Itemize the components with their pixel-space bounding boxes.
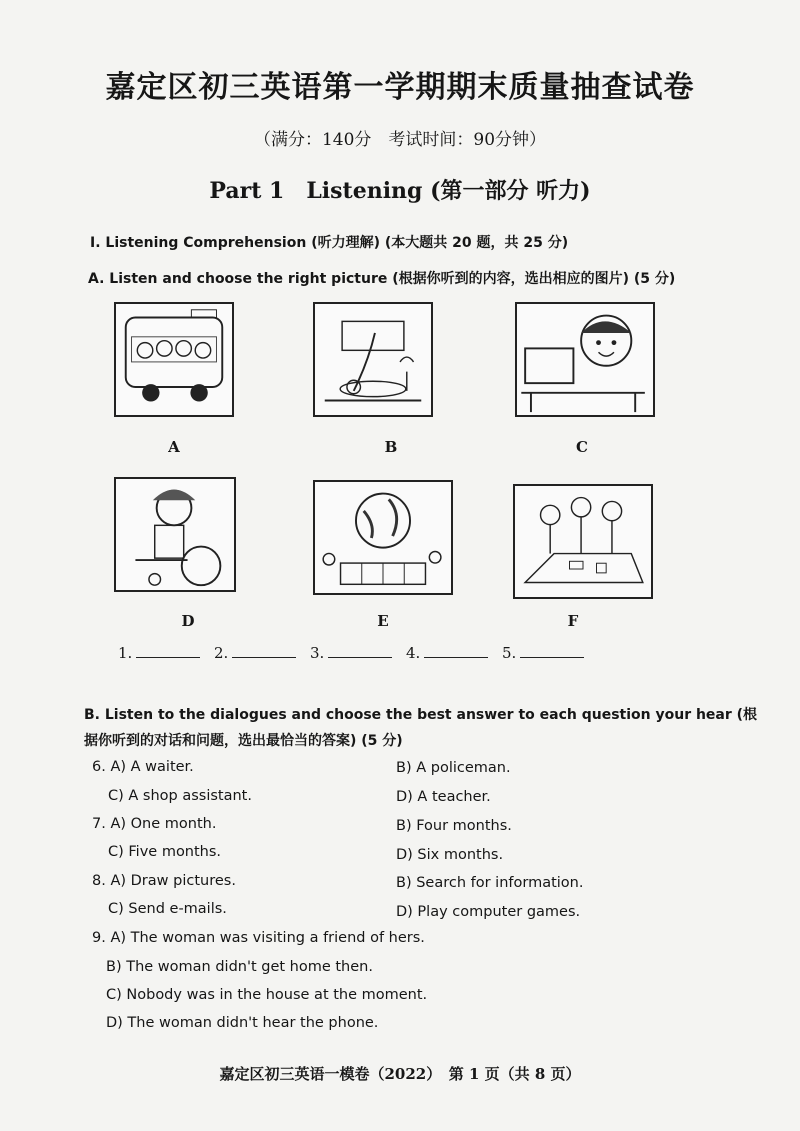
blank-5[interactable]: 5. bbox=[502, 643, 598, 662]
question-8-option-d: D) Play computer games. bbox=[396, 904, 581, 920]
picture-label-b: B bbox=[384, 438, 398, 456]
question-9-option-d: D) The woman didn't hear the phone. bbox=[106, 1015, 379, 1031]
question-6-option-b: B) A policeman. bbox=[396, 760, 511, 776]
blank-2[interactable]: 2. bbox=[214, 643, 310, 662]
blank-4[interactable]: 4. bbox=[406, 643, 502, 662]
question-7-option-b: B) Four months. bbox=[396, 818, 512, 834]
question-8-option-a: 8. A) Draw pictures. bbox=[92, 873, 236, 889]
question-7-option-c: C) Five months. bbox=[108, 844, 222, 860]
question-9-option-b: B) The woman didn't get home then. bbox=[106, 959, 373, 975]
question-7-option-d: D) Six months. bbox=[396, 847, 504, 863]
question-6-option-c: C) A shop assistant. bbox=[108, 788, 252, 804]
question-8-option-c: C) Send e-mails. bbox=[108, 901, 227, 917]
subsection-b-title: B. Listen to the dialogues and choose the best answer to each question your hear (根据你听到的对话和问题，选出最恰当的答案) (5 分) bbox=[84, 707, 758, 749]
exam-title: 嘉定区初三英语第一学期期末质量抽查试卷 bbox=[105, 70, 695, 105]
subsection-a-title: A. Listen and choose the right picture (根据你听到的内容，选出相应的图片) (5 分) bbox=[88, 271, 676, 287]
boy-computer-icon bbox=[515, 302, 655, 417]
picture-label-a: A bbox=[168, 438, 180, 456]
blank-1[interactable]: 1. bbox=[118, 643, 214, 662]
blank-3[interactable]: 3. bbox=[310, 643, 406, 662]
part-title: Part 1 Listening (第一部分 听力) bbox=[209, 178, 591, 204]
question-6-option-d: D) A teacher. bbox=[396, 789, 491, 805]
picture-label-f: F bbox=[567, 612, 579, 630]
wheelchair-icon bbox=[114, 477, 236, 592]
picture-label-e: E bbox=[377, 612, 389, 630]
section-title: I. Listening Comprehension (听力理解) (本大题共 20 题，共 25 分) bbox=[90, 235, 569, 251]
picnic-icon bbox=[513, 484, 653, 599]
question-7-option-a: 7. A) One month. bbox=[92, 816, 217, 832]
picture-label-c: C bbox=[576, 438, 588, 456]
exam-subtitle: （满分：140分 考试时间：90分钟） bbox=[253, 130, 547, 150]
school-bus-icon bbox=[114, 302, 234, 417]
yoga-pose-icon bbox=[313, 302, 433, 417]
page-footer: 嘉定区初三英语一模卷（2022） 第 1 页（共 8 页） bbox=[219, 1065, 581, 1083]
question-8-option-b: B) Search for information. bbox=[396, 875, 584, 891]
picture-label-d: D bbox=[181, 612, 195, 630]
question-6-option-a: 6. A) A waiter. bbox=[92, 759, 194, 775]
globe-exhibition-icon bbox=[313, 480, 453, 595]
question-9-option-a: 9. A) The woman was visiting a friend of hers. bbox=[92, 930, 425, 946]
question-9-option-c: C) Nobody was in the house at the moment. bbox=[106, 987, 428, 1003]
answer-blanks bbox=[118, 643, 598, 662]
